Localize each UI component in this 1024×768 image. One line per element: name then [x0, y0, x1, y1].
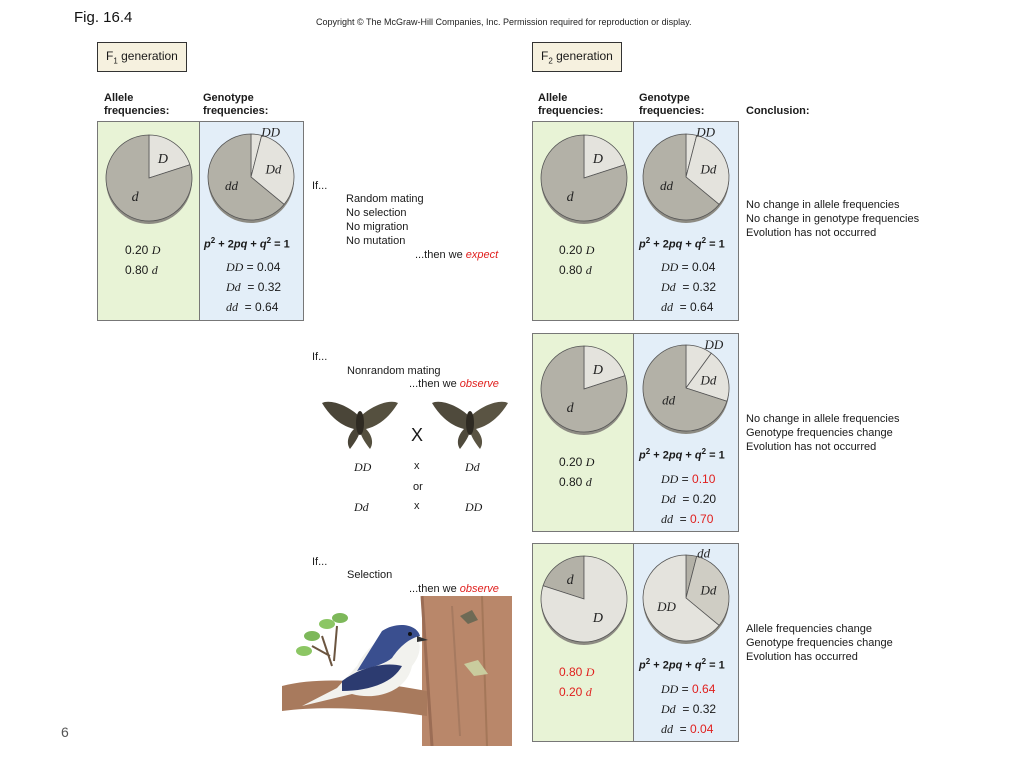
scenario2-then-observe: ...then we observe	[409, 378, 499, 390]
pie-label-D: D	[157, 151, 168, 167]
f2-genotype-header: Genotype frequencies:	[639, 92, 705, 117]
s2-allele-pie	[539, 344, 629, 439]
f1-allele-pie	[104, 133, 194, 228]
f1-generation-label: $F_1$ generation	[97, 42, 187, 72]
page-number: 6	[61, 724, 69, 740]
bird-eating-moth-illustration	[282, 596, 512, 746]
cross1-left-genotype: DD	[354, 460, 372, 474]
pie-label-D: D	[592, 362, 603, 378]
s3-genotype-Dd: Dd = 0.32	[661, 702, 717, 716]
s1-genotype-DD: DD = 0.04	[661, 260, 716, 274]
s1-conclusion: No change in allele frequencies No change in genotype frequencies Evolution has not occurred	[746, 199, 920, 239]
f1-genotype-DD: DD = 0.04	[226, 260, 281, 274]
pie-label-Dd: Dd	[700, 582, 717, 598]
f1-genotype-Dd: Dd = 0.32	[226, 280, 282, 294]
moth-dark-left-image	[318, 395, 402, 453]
pie-label-dd: dd	[225, 178, 239, 194]
f2-allele-header: Allele frequencies:	[538, 92, 604, 117]
cross1-right-genotype: Dd	[465, 460, 480, 474]
s3-allele-D-line: 0.80 D	[559, 665, 595, 679]
copyright-notice: Copyright © The McGraw-Hill Companies, Inc. Permission required for reproduction or display.	[316, 17, 692, 27]
f1-allele-header: Allele frequencies:	[104, 92, 170, 117]
f1-allele-D-line: 0.20 D	[125, 243, 161, 257]
s3-conclusion: Allele frequencies change Genotype frequencies change Evolution has occurred	[746, 623, 893, 663]
s1-genotype-pie	[640, 125, 732, 227]
s3-allele-pie	[539, 554, 629, 649]
pie-label-d: d	[566, 572, 574, 588]
scenario2-condition: Nonrandom mating	[347, 365, 441, 377]
s2-genotype-pie	[640, 336, 732, 438]
pie-label-dd: dd	[697, 546, 711, 561]
s2-genotype-dd: dd = 0.70	[661, 512, 714, 526]
scenario3-if: If...	[312, 556, 328, 568]
s2-allele-D-line: 0.20 D	[559, 455, 595, 469]
cross2-right-genotype: DD	[465, 500, 483, 514]
cross1-x: x	[414, 460, 420, 472]
pie-label-DD: DD	[696, 125, 716, 140]
s1-allele-d-line: 0.80 d	[559, 263, 592, 277]
scenario3-then-observe: ...then we observe	[409, 583, 499, 595]
f1-allele-d-line: 0.80 d	[125, 263, 158, 277]
s3-hardy-weinberg-equation: $p^2 + 2pq + q^2 = 1$	[639, 657, 725, 672]
pie-label-dd: dd	[662, 392, 676, 408]
pie-label-DD: DD	[657, 599, 676, 615]
s1-allele-pie	[539, 133, 629, 228]
s3-genotype-DD: DD = 0.64	[661, 682, 716, 696]
s3-genotype-pie	[640, 546, 732, 648]
pie-label-d: d	[566, 190, 574, 206]
cross2-x: x	[414, 500, 420, 512]
pie-label-Dd: Dd	[700, 161, 717, 177]
pie-label-dd: dd	[660, 178, 674, 194]
moth-dark-right-image	[428, 395, 512, 453]
scenario2-if: If...	[312, 351, 328, 363]
s3-allele-d-line: 0.20 d	[559, 685, 592, 699]
pie-label-d: d	[566, 401, 574, 417]
s1-hardy-weinberg-equation: $p^2 + 2pq + q^2 = 1$	[639, 236, 725, 251]
cross-or: or	[413, 481, 423, 493]
s1-allele-D-line: 0.20 D	[559, 243, 595, 257]
s2-allele-d-line: 0.80 d	[559, 475, 592, 489]
pie-label-D: D	[592, 611, 603, 627]
pie-label-DD: DD	[261, 125, 281, 140]
s2-conclusion: No change in allele frequencies Genotype frequencies change Evolution has not occurred	[746, 413, 900, 453]
figure-label: Fig. 16.4	[74, 9, 133, 26]
f1-genotype-dd: dd = 0.64	[226, 300, 279, 314]
s2-genotype-Dd: Dd = 0.20	[661, 492, 717, 506]
f2-generation-label: $F_2$ generation	[532, 42, 622, 72]
pie-label-DD: DD	[704, 337, 724, 353]
s3-genotype-dd: dd = 0.04	[661, 722, 714, 736]
pie-label-D: D	[592, 151, 603, 167]
conclusion-header: Conclusion:	[746, 105, 810, 117]
f1-genotype-header: Genotype frequencies:	[203, 92, 269, 117]
pie-label-d: d	[131, 190, 139, 206]
cross2-left-genotype: Dd	[354, 500, 369, 514]
scenario1-if: If...	[312, 180, 328, 192]
s2-hardy-weinberg-equation: $p^2 + 2pq + q^2 = 1$	[639, 447, 725, 462]
f1-genotype-pie	[205, 125, 297, 227]
scenario1-then-expect: ...then we expect	[415, 249, 499, 261]
s1-genotype-Dd: Dd = 0.32	[661, 280, 717, 294]
pie-label-Dd: Dd	[265, 161, 282, 177]
scenario1-conditions: Random mating No selection No migration No mutation	[346, 193, 424, 247]
s2-genotype-DD: DD = 0.10	[661, 472, 716, 486]
s1-genotype-dd: dd = 0.64	[661, 300, 714, 314]
scenario3-condition: Selection	[347, 569, 393, 581]
f1-hardy-weinberg-equation: $p^2 + 2pq + q^2 = 1$	[204, 236, 290, 251]
pie-label-Dd: Dd	[700, 372, 717, 388]
cross-symbol: X	[411, 425, 424, 445]
